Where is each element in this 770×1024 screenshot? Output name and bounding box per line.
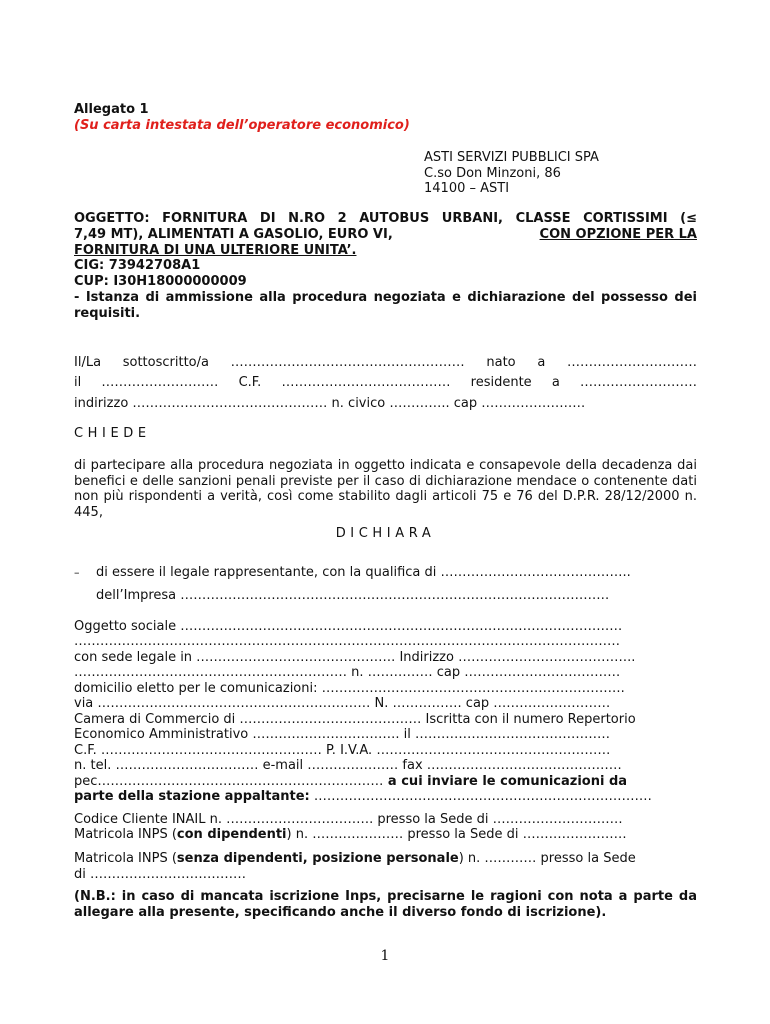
chiede-body: di partecipare alla procedura negoziata in oggetto indicata e consapevole della decadenza dai benefici e delle sanzioni penali previste per il caso di dichiarazione mendace o contenente dati non più rispondenti a verità, così come stabilito dagli articoli 75 e 76 del D.P.R. 28/12/2000 n. 445, xyxy=(74,458,697,520)
inps-1-bold: con dipendenti xyxy=(176,827,287,842)
impresa-line-1: Oggetto sociale ………………………………………………………………………………………… xyxy=(74,619,623,634)
recipient-name: ASTI SERVIZI PUBBLICI SPA xyxy=(424,150,599,165)
stazione-appaltante-field: …………………………………………………………………… xyxy=(309,789,652,804)
impresa-line-3: con sede legale in ………………………………………. Indirizzo ………………………………….. xyxy=(74,650,636,665)
pec-note-bold: a cui inviare le comunicazioni da xyxy=(383,774,628,789)
carta-intestata-note: (Su carta intestata dell’operatore economico) xyxy=(74,118,410,133)
inps-1-suffix: ) n. ………………… presso la Sede di …………………… xyxy=(286,827,627,842)
oggetto-line-1: OGGETTO: FORNITURA DI N.RO 2 AUTOBUS URBANI, CLASSE CORTISSIMI (≤ xyxy=(74,211,697,226)
dash-bullet-icon: – xyxy=(74,566,80,579)
recipient-block xyxy=(424,150,599,197)
dichiara-item-1-line-2: dell’Impresa ……………………………………………………………………………………… xyxy=(96,588,610,603)
dichiara-heading: DICHIARA xyxy=(335,526,436,541)
nota-bene: (N.B.: in caso di mancata iscrizione Inps, precisarne le ragioni con nota a parte da allegare alla presente, specificando anche il diverso fondo di iscrizione). xyxy=(74,889,697,920)
cup-code: CUP: I30H18000000009 xyxy=(74,274,247,289)
oggetto-line-2-underlined: CON OPZIONE PER LA xyxy=(539,227,697,242)
impresa-line-11 xyxy=(74,774,697,790)
impresa-line-4: ……………………………………………………… n. …………… cap ……………………………… xyxy=(74,665,621,680)
inps-senza-dipendenti-line xyxy=(74,851,697,867)
impresa-line-7: Camera di Commercio di …………………………………… Iscritta con il numero Repertorio xyxy=(74,712,636,727)
oggetto-line-3-underlined: FORNITURA DI UNA ULTERIORE UNITA’. xyxy=(74,243,357,258)
istanza-text: - Istanza di ammissione alla procedura negoziata e dichiarazione del possesso dei requisiti. xyxy=(74,290,697,321)
dichiara-item-1-line-1: di essere il legale rappresentante, con la qualifica di …………………………………….. xyxy=(96,565,631,580)
oggetto-line-2-text: 7,49 MT), ALIMENTATI A GASOLIO, EURO VI, xyxy=(74,227,393,242)
dati-line-2: il ……………………… C.F. ………………………………… residente a ……………………… xyxy=(74,375,697,390)
impresa-line-12 xyxy=(74,789,697,805)
chiede-heading: CHIEDE xyxy=(74,426,151,441)
inps-2-prefix: Matricola INPS ( xyxy=(74,851,177,866)
inps-senza-dipendenti-line-2: di ……………………………… xyxy=(74,867,246,882)
recipient-city: 14100 – ASTI xyxy=(424,181,510,196)
inps-2-suffix: ) n. ………… presso la Sede xyxy=(458,851,636,866)
page-number: 1 xyxy=(380,948,390,964)
recipient-address: C.so Don Minzoni, 86 xyxy=(424,165,561,181)
impresa-line-10: n. tel. …………………………… e-mail ………………… fax ……………………………………… xyxy=(74,758,622,773)
impresa-line-9: C.F. …………………………………………… P. I.V.A. ……………………………………………… xyxy=(74,743,611,758)
inail-line: Codice Cliente INAIL n. ……………………………. presso la Sede di ………………………… xyxy=(74,812,623,827)
impresa-line-5: domicilio eletto per le comunicazioni: ……………………………………………………………. xyxy=(74,681,625,696)
impresa-line-6: via ……………………………………………………… N. ……………. cap ……………………… xyxy=(74,696,611,711)
pec-field: pec………………………………………………………… xyxy=(74,774,384,789)
cig-code: CIG: 73942708A1 xyxy=(74,258,201,273)
inps-con-dipendenti-line xyxy=(74,827,697,843)
stazione-appaltante-bold: parte della stazione appaltante: xyxy=(74,789,310,804)
dati-line-3: indirizzo ……………………………………… n. civico ………….. cap …………………… xyxy=(74,396,586,411)
oggetto-line-3 xyxy=(74,243,697,259)
inps-2-bold: senza dipendenti, posizione personale xyxy=(176,851,459,866)
impresa-line-2: ……………………………………………………………………………………………………………… xyxy=(74,634,620,649)
allegato-title: Allegato 1 xyxy=(74,102,149,117)
dati-line-1: Il/La sottoscritto/a ……………………………………………… nato a ………………………… xyxy=(74,355,697,370)
inps-1-prefix: Matricola INPS ( xyxy=(74,827,177,842)
oggetto-line-2 xyxy=(74,227,697,243)
impresa-line-8: Economico Amministrativo ……………………………. il ……………………………………… xyxy=(74,727,610,742)
